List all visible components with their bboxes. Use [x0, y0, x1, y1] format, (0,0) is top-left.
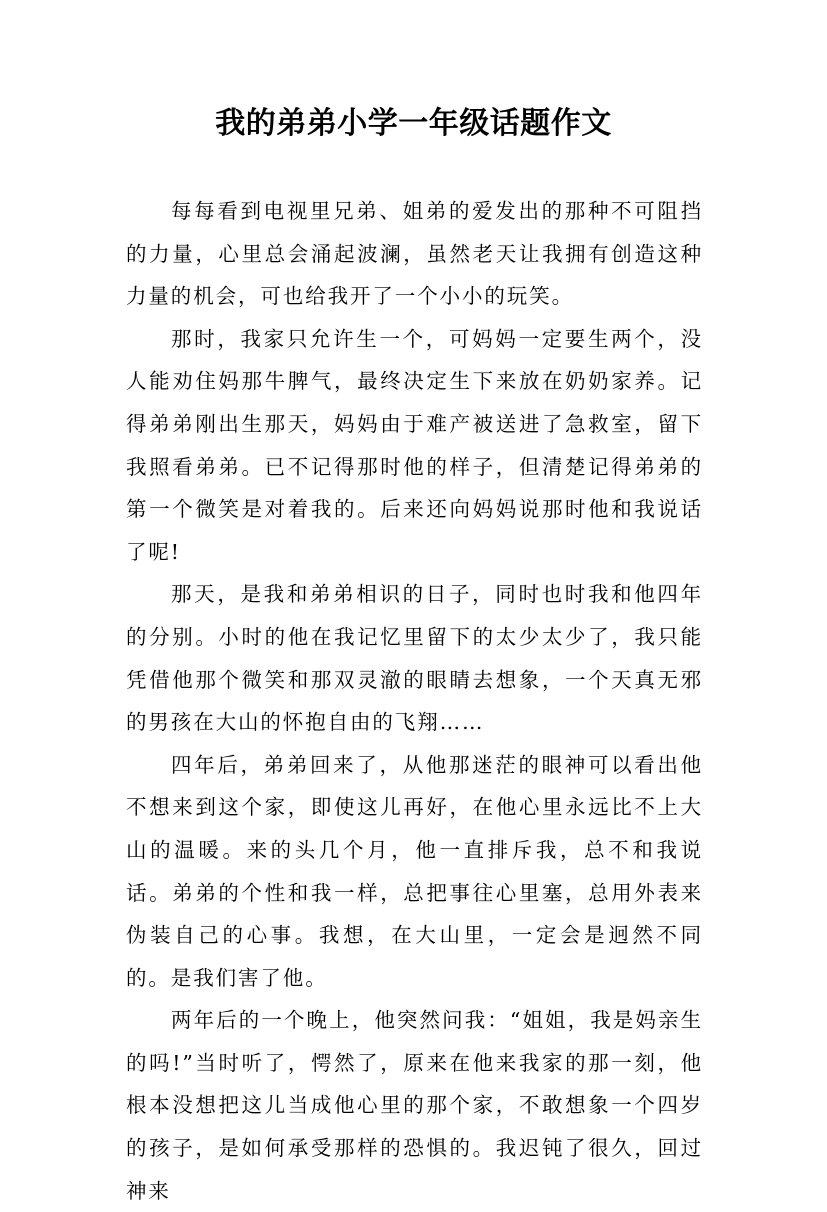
paragraph-4: 四年后，弟弟回来了，从他那迷茫的眼神可以看出他不想来到这个家，即使这儿再好，在他心里永远比不上大山的温暖。来的头几个月，他一直排斥我，总不和我说话。弟弟的个性和我一样，总把事往心里塞，总用外表来伪装自己的心事。我想，在大山里，一定会是迥然不同的。是我们害了他。 [126, 752, 703, 990]
paragraph-2: 那时，我家只允许生一个，可妈妈一定要生两个，没人能劝住妈那牛脾气，最终决定生下来放在奶奶家养。记得弟弟刚出生那天，妈妈由于难产被送进了急救室，留下我照看弟弟。已不记得那时他的样子，但清楚记得弟弟的第一个微笑是对着我的。后来还向妈妈说那时他和我说话了呢! [126, 326, 703, 564]
paragraph-1: 每每看到电视里兄弟、姐弟的爱发出的那种不可阻挡的力量，心里总会涌起波澜，虽然老天让我拥有创造这种力量的机会，可也给我开了一个小小的玩笑。 [126, 199, 703, 309]
paragraph-5: 两年后的一个晚上，他突然问我：“姐姐，我是妈亲生的吗!”当时听了，愕然了，原来在他来我家的那一刻，他根本没想把这儿当成他心里的那个家，不敢想象一个四岁的孩子，是如何承受那样的恐惧的。我迟钝了很久，回过神来 [126, 1008, 703, 1203]
document-title: 我的弟弟小学一年级话题作文 [215, 106, 612, 141]
paragraph-3: 那天，是我和弟弟相识的日子，同时也时我和他四年的分别。小时的他在我记忆里留下的太少太少了，我只能凭借他那个微笑和那双灵澈的眼睛去想象，一个天真无邪的男孩在大山的怀抱自由的飞翔…… [126, 582, 703, 735]
document-body [126, 190, 703, 1212]
